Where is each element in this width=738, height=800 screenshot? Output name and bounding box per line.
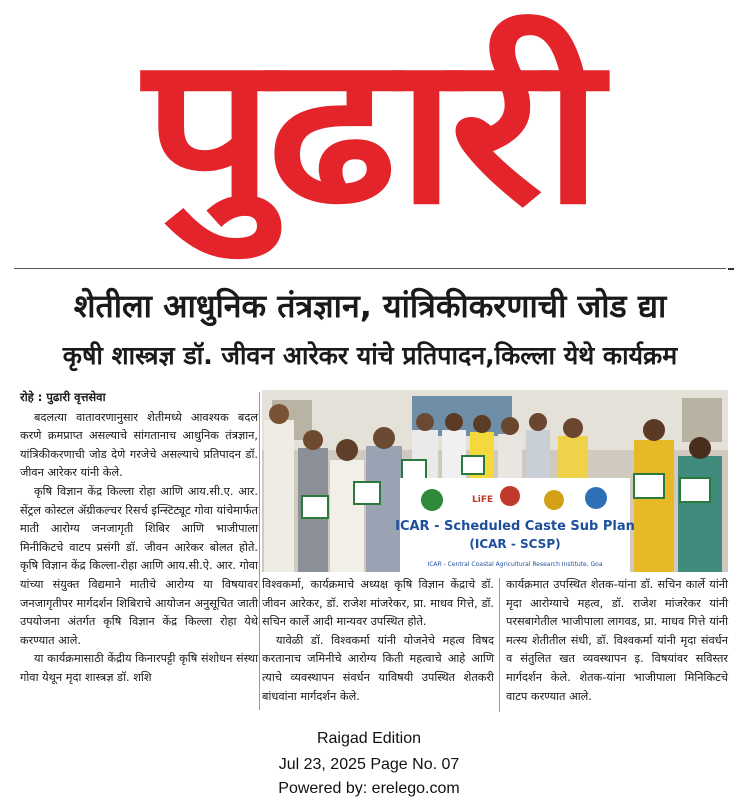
column-divider xyxy=(499,578,500,712)
article-column-2 xyxy=(262,576,494,706)
divider-tick xyxy=(728,268,734,270)
banner-logo-text: LiFE xyxy=(472,495,494,505)
powered-by-label: Powered by: erelego.com xyxy=(278,780,460,797)
byline: रोहे : पुढारी वृत्तसेवा xyxy=(20,390,106,404)
photo-illustration xyxy=(262,390,728,572)
paragraph: या कार्यक्रमासाठी केंद्रीय किनारपट्टी कृषि संशोधन संस्था गोवा येथून मृदा शास्त्रज्ञ डॉ. शशि xyxy=(20,652,258,684)
paragraph: कृषि विज्ञान केंद्र किल्ला रोहा आणि आय.सी.ए. आर. सेंट्रल कोस्टल ॲग्रीकल्चर रिसर्च इन्स्टिट्यूट गोवा यांचेमार्फत माती आरोग्य जनजागृती शिबिर आणि भाजीपाला मिनीकिटचे वाटप प्रसंगी डॉ. जीवन आरेकर बोलत होते. कृषि विज्ञान केंद्र किल्ला-रोहा आणि आय.सी.ऐ. आर. गोवा यांच्या संयुक्त विद्यमाने मातीचे आरोग्य या विषयावर जनजागृतीपर मार्गदर्शन शिबिराचे आयोजन अनुसूचित जाती उपयोजना अंतर्गत कृषि विज्ञान केंद्र किल्ला रोहा येथे करण्यात आले. xyxy=(20,484,258,647)
paragraph: बदलत्या वातावरणानुसार शेतीमध्ये आवश्यक बदल करणे क्रमप्राप्त असल्याचे सांगतानाच आधुनिक तंत्रज्ञान, यांत्रिकीकरणाची जोड देणे गरजेचे असल्याचे प्रतिपादन डॉ. जीवन आरेकर यांनी केले. xyxy=(20,410,258,480)
paragraph: यावेळी डॉ. विश्वकर्मा यांनी योजनेचे महत्व विषद करतानाच जमिनीचे आरोग्य किती महत्वाचे आहे आणि त्याचे व्यवस्थापन संवर्धन याविषयी उपस्थित शेतकरी बांधवांना मार्गदर्शन केले. xyxy=(262,633,494,703)
masthead-title: पुढारी xyxy=(143,11,597,250)
article-headline: शेतीला आधुनिक तंत्रज्ञान, यांत्रिकीकरणाची जोड द्या xyxy=(73,287,667,325)
edition-label: Raigad Edition xyxy=(316,730,422,747)
banner-subtitle: (ICAR - SCSP) xyxy=(469,537,561,551)
column-divider xyxy=(259,392,260,710)
date-page-label: Jul 23, 2025 Page No. 07 xyxy=(278,756,460,773)
masthead xyxy=(20,0,720,262)
article-column-3 xyxy=(506,576,728,706)
paragraph: कार्यक्रमात उपस्थित शेतक-यांना डॉ. सचिन कार्ले यांनी मृदा आरोग्याचे महत्व, डॉ. राजेश मांजरेकर यांनी परसबागेतील भाजीपाला लागवड, प्रा. माधव गित्ते यांनी मत्स्य शेतीतील संधी, डॉ. विश्वकर्मा यांनी मृदा संवर्धन व संतुलित खत व्यवस्थापन इ. विषयांवर सविस्तर मार्गदर्शन केले. शेतक-यांना भाजीपाला मिनिकिटचे वाटप करण्यात आले. xyxy=(506,578,728,703)
article-subheadline: कृषी शास्त्रज्ञ डॉ. जीवन आरेकर यांचे प्रतिपादन,किल्ला येथे कार्यक्रम xyxy=(62,341,678,370)
banner-footer: ICAR - Central Coastal Agricultural Research Institute, Goa xyxy=(427,561,603,568)
masthead-divider xyxy=(14,268,726,269)
banner-title: ICAR - Scheduled Caste Sub Plan xyxy=(395,519,635,534)
paragraph: विश्वकर्मा, कार्यक्रमाचे अध्यक्ष कृषि विज्ञान केंद्राचे डॉ. जीवन आरेकर, डॉ. राजेश मांजरेकर, प्रा. माधव गित्ते, डॉ. सचिन कार्ले आदी मान्यवर उपस्थित होते. xyxy=(262,578,494,629)
article-column-1 xyxy=(20,388,258,688)
event-photo xyxy=(262,390,728,572)
